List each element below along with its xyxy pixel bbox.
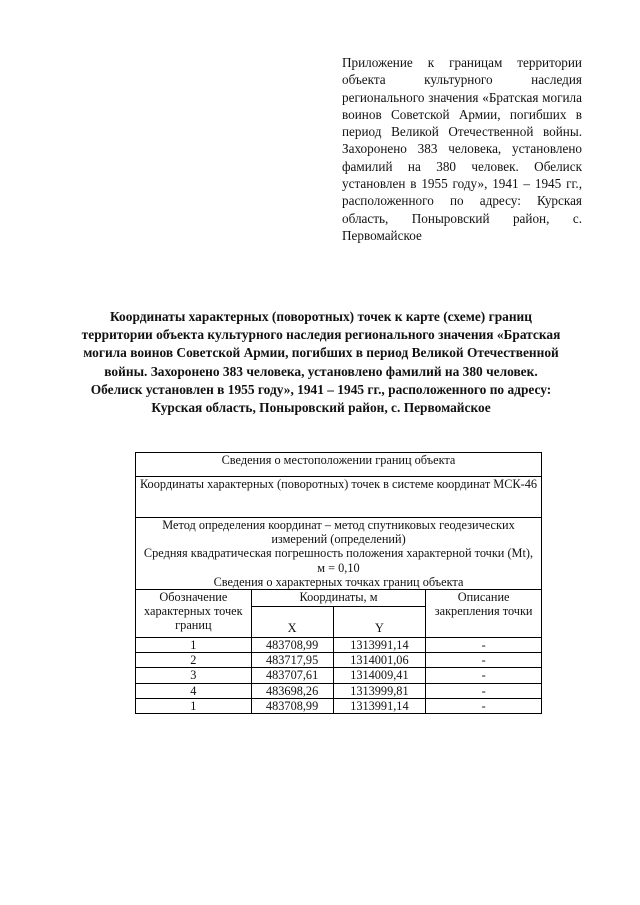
y-header: Y: [333, 607, 426, 638]
x-value: 483708,99: [251, 698, 333, 713]
coordinates-table: [135, 452, 542, 714]
method-text: Метод определения координат – метод спутниковых геодезических измерений (определений): [162, 518, 515, 547]
accuracy-text: Средняя квадратическая погрешность положения характерной точки (Mt), м = 0,10: [143, 546, 534, 575]
y-value: 1313999,81: [333, 683, 426, 698]
x-header: X: [251, 607, 333, 638]
description-value: -: [426, 698, 542, 713]
coordinate-system-cell: Координаты характерных (поворотных) точек в системе координат МСК-46: [136, 477, 542, 518]
coordinates-header: Координаты, м: [251, 590, 426, 607]
description-header: Описание закрепления точки: [426, 590, 542, 638]
point-number: 2: [136, 653, 252, 668]
x-value: 483708,99: [251, 638, 333, 653]
table-row: [136, 638, 542, 653]
table-row: [136, 683, 542, 698]
x-value: 483698,26: [251, 683, 333, 698]
point-number: 1: [136, 698, 252, 713]
description-value: -: [426, 638, 542, 653]
y-value: 1313991,14: [333, 698, 426, 713]
x-value: 483717,95: [251, 653, 333, 668]
document-title: Координаты характерных (поворотных) точек к карте (схеме) границ территории объекта культурного наследия регионального значения «Братская могила воинов Советской Армии, погибших в период Великой Отечественной войны. Захоронено 383 человека, установлено фамилий на 380 человек. Обелиск установлен в 1955 году», 1941 – 1945 гг., расположенного по адресу: Курская область, Поныровский район, с. Первомайское: [81, 309, 561, 416]
x-value: 483707,61: [251, 668, 333, 683]
point-number: 4: [136, 683, 252, 698]
y-value: 1313991,14: [333, 638, 426, 653]
designation-header: Обозначение характерных точек границ: [136, 590, 252, 638]
y-value: 1314001,06: [333, 653, 426, 668]
description-value: -: [426, 653, 542, 668]
description-value: -: [426, 683, 542, 698]
method-cell: [136, 518, 542, 590]
table-row: [136, 698, 542, 713]
table-row: [136, 668, 542, 683]
point-number: 1: [136, 638, 252, 653]
y-value: 1314009,41: [333, 668, 426, 683]
appendix-caption: Приложение к границам территории объекта культурного наследия регионального значения «Братская могила воинов Советской Армии, погибших в период Великой Отечественной войны. Захоронено 383 человека, установлено фамилий на 380 человек. Обелиск установлен в 1955 году», 1941 – 1945 гг., расположенного по адресу: Курская область, Поныровский район, с. Первомайское: [342, 55, 582, 243]
point-number: 3: [136, 668, 252, 683]
location-header: Сведения о местоположении границ объекта: [136, 453, 542, 477]
points-header: Сведения о характерных точках границ объекта: [213, 574, 464, 589]
description-value: -: [426, 668, 542, 683]
table-row: [136, 653, 542, 668]
